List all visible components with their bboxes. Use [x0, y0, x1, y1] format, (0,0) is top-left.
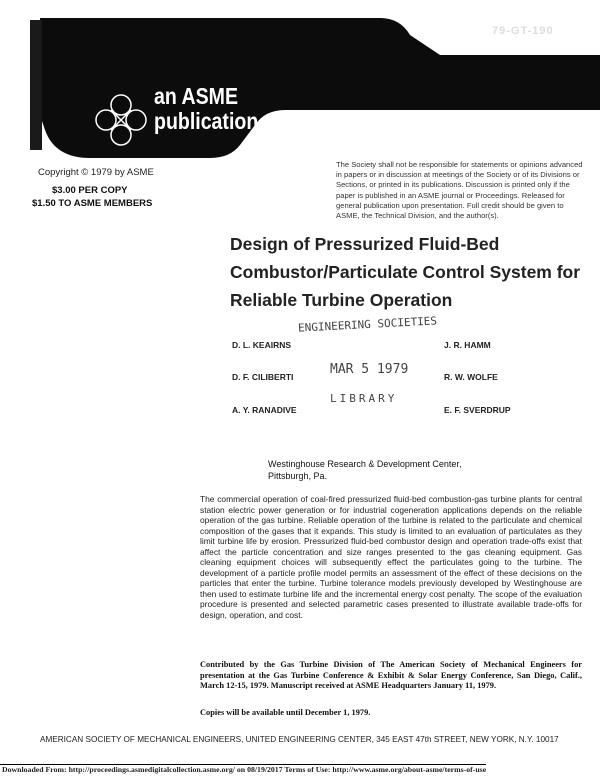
author: R. W. WOLFE	[444, 372, 498, 382]
author: D. L. KEAIRNS	[232, 340, 292, 350]
title-line: Reliable Turbine Operation	[230, 290, 453, 310]
abstract: The commercial operation of coal-fired pressurized fluid-bed combustion-gas turbine plants for central station electric power generation or for industrial cogeneration applications depends on the reliable operation of the gas turbine. Reliable operation of the turbine is related to the particulate and chemical composition of the gases that it expands. This study is limited to an evaluation of particulates as they limit turbine life by erosion. Pressurized fluid-bed combustor design and operation trade-offs exist that affect the particle concentration and size ranges presented to the gas cleaning equipment. Gas cleaning equipment choices will subsequently effect the particulates going to the turbine. The development of a particle profile model permits an assessment of the effect of these decisions on the particles that enter the turbine. Turbine tolerance models previously developed by Westinghouse are then used to estimate turbine life and the incremental energy cost penalty. The scope of the evaluation procedure is presented and selected parametric cases presented to illustrate available trade-offs for design, operation, and cost.	[200, 494, 582, 620]
library-stamp-date: MAR 5 1979	[330, 362, 409, 377]
paper-number: 79-GT-190	[492, 25, 554, 37]
paper-title	[230, 230, 580, 314]
author: J. R. HAMM	[444, 340, 491, 350]
disclaimer: The Society shall not be responsible for statements or opinions advanced in papers or in discussion at meetings of the Society or of its Divisions or Sections, or printed in its publications. Discussion is printed only if the paper is published in an ASME journal or Proceedings. Released for general publication upon presentation. Full credit should be given to ASME, the Technical Division, and the author(s).	[336, 160, 583, 221]
affiliation	[268, 458, 461, 482]
title-line: Design of Pressurized Fluid-Bed	[230, 234, 500, 254]
download-notice: Downloaded From: http://proceedings.asmedigitalcollection.asme.org/ on 08/19/2017 Terms of Use: http://www.asme.org/about-asme/terms-of-use	[2, 765, 487, 774]
publisher-logo-text	[154, 84, 258, 134]
author: A. Y. RANADIVE	[232, 405, 297, 415]
copyright: Copyright © 1979 by ASME	[38, 167, 154, 178]
author: E. F. SVERDRUP	[444, 405, 511, 415]
affiliation-line: Pittsburgh, Pa.	[268, 471, 328, 481]
member-price: $1.50 TO ASME MEMBERS	[32, 198, 153, 209]
logo-line-1: an ASME	[154, 83, 239, 109]
author: D. F. CILIBERTI	[232, 372, 294, 382]
publisher-address: AMERICAN SOCIETY OF MECHANICAL ENGINEERS, UNITED ENGINEERING CENTER, 345 EAST 47th STREET, NEW YORK, N.Y. 10017	[40, 735, 559, 744]
price-info	[32, 184, 153, 210]
library-stamp-line: LIBRARY	[330, 392, 398, 405]
price: $3.00 PER COPY	[52, 185, 128, 196]
affiliation-line: Westinghouse Research & Development Center,	[268, 459, 462, 469]
library-stamp-line: ENGINEERING SOCIETIES	[297, 314, 438, 335]
logo-line-2: publication	[154, 108, 259, 134]
copies-note: Copies will be available until December 1, 1979.	[200, 708, 371, 717]
title-line: Combustor/Particulate Control System for	[230, 262, 581, 282]
asme-clover-logo-icon	[93, 92, 149, 148]
contribution-note: Contributed by the Gas Turbine Division of The American Society of Mechanical Engineers for presentation at the Gas Turbine Conference & Exhibit & Solar Energy Conference, San Diego, Calif., March 12-15, 1979. Manuscript received at ASME Headquarters January 11, 1979.	[200, 660, 582, 690]
